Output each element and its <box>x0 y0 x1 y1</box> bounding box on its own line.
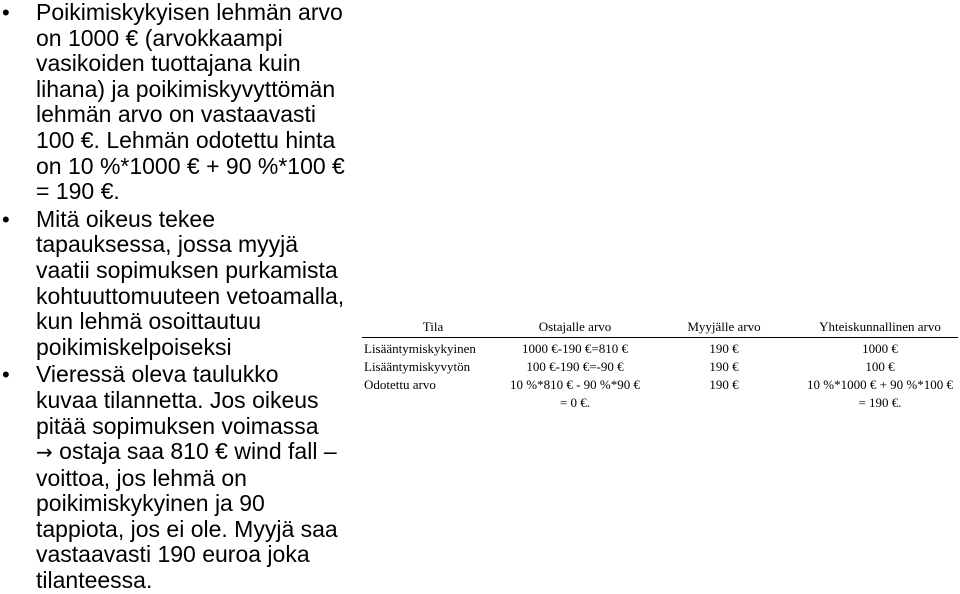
bullet-line: tappiota, jos ei ole. Myyjä saa <box>36 515 338 542</box>
arrow-line <box>36 439 380 466</box>
column-header-myyjalle: Myyjälle arvo <box>646 318 802 338</box>
bullet-line: tilanteessa. <box>36 567 153 594</box>
table-row <box>362 338 958 359</box>
table-cell: 10 %*810 € - 90 %*90 € = 0 €. <box>510 377 640 410</box>
table-row <box>362 376 958 412</box>
bullet-line: • Poikimiskykyisen lehmän arvo <box>36 0 343 25</box>
bullet-line: vaatii sopimuksen purkamista <box>36 256 338 283</box>
table-cell: 190 € <box>709 359 739 374</box>
table-cell: Lisääntymiskykyinen <box>364 341 476 356</box>
table-cell: 190 € <box>709 377 739 392</box>
bullet-line: kuvaa tilannetta. Jos oikeus <box>36 386 319 413</box>
bullet-line: tapauksessa, jossa myyjä <box>36 231 299 258</box>
table-header-row <box>362 318 958 338</box>
bullet-line: = 190 €. <box>36 178 120 205</box>
arrow-line-text: ostaja saa 810 € wind fall – <box>52 438 337 465</box>
bullet-line: voittoa, jos lehmä on <box>36 464 247 491</box>
table-cell: 100 €-190 €=-90 € <box>526 359 624 374</box>
bullet-line: on 1000 € (arvokkaampi <box>36 24 283 51</box>
bullet-line: • Mitä oikeus tekee <box>36 205 215 232</box>
table-row <box>362 358 958 376</box>
value-table-container <box>362 318 958 412</box>
bullet-line: kohtuuttomuuteen vetoamalla, <box>36 282 345 309</box>
bullet-line: vastaavasti 190 euroa joka <box>36 541 310 568</box>
bullet-item <box>0 0 380 205</box>
bullet-line: on 10 %*1000 € + 90 %*100 € <box>36 152 345 179</box>
table-cell: 1000 € <box>862 341 898 356</box>
bullet-line: pitää sopimuksen voimassa <box>36 412 319 439</box>
table-cell: 10 %*1000 € + 90 %*100 € = 190 €. <box>807 377 953 410</box>
column-header-yhteiskunnallinen: Yhteiskunnallinen arvo <box>802 318 958 338</box>
bullet-line: 100 €. Lehmän odotettu hinta <box>36 126 336 153</box>
table-cell: Odotettu arvo <box>364 377 436 392</box>
bullet-line: vasikoiden tuottajana kuin <box>36 50 301 77</box>
table-cell: 190 € <box>709 341 739 356</box>
column-header-tila: Tila <box>362 318 504 338</box>
value-table <box>362 318 958 412</box>
bullet-list <box>0 0 380 594</box>
bullet-item <box>0 207 380 361</box>
bullet-line: poikimiskykyinen ja 90 <box>36 490 265 517</box>
bullet-item <box>0 362 380 593</box>
bullet-line: • Vieressä oleva taulukko <box>36 361 279 388</box>
table-cell: Lisääntymiskyvytön <box>364 359 471 374</box>
bullet-line: lihana) ja poikimiskyvyttömän <box>36 75 336 102</box>
bullet-line: lehmän arvo on vastaavasti <box>36 101 316 128</box>
right-arrow-icon: → <box>36 440 53 465</box>
table-cell: 100 € <box>865 359 895 374</box>
column-header-ostajalle: Ostajalle arvo <box>504 318 646 338</box>
bullet-line: poikimiskelpoiseksi <box>36 333 232 360</box>
bullet-line: kun lehmä osoittautuu <box>36 308 262 335</box>
table-cell: 1000 €-190 €=810 € <box>522 341 628 356</box>
